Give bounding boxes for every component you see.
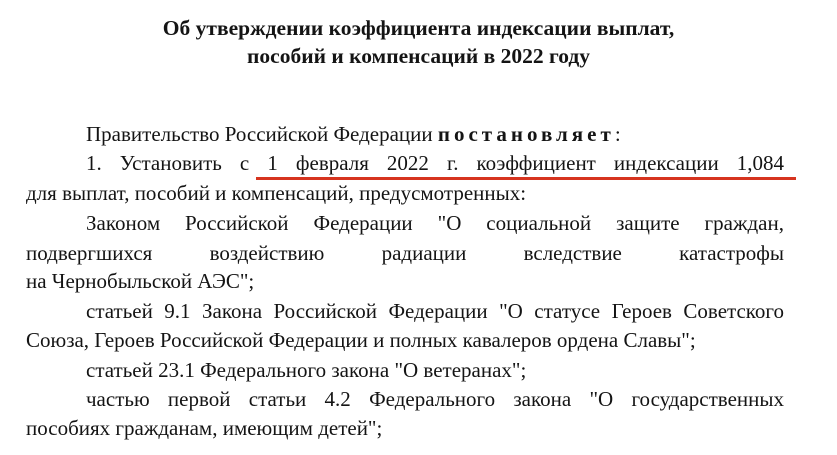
preamble-decree-word: постановляет: [437, 122, 615, 146]
paragraph-5-line-1: частью первой статьи 4.2 Федерального закона "О государственных: [86, 387, 784, 411]
paragraph-2-line-1: Законом Российской Федерации "О социальной защите граждан,: [86, 211, 784, 235]
paragraph-2-line-2: подвергшихся воздействию радиации вследствие катастрофы: [26, 241, 784, 265]
paragraph-4-line-1: статьей 23.1 Федерального закона "О ветеранах";: [86, 358, 527, 382]
preamble-text: Правительство Российской Федерации: [86, 122, 433, 146]
title-line-2: пособий и компенсаций в 2022 году: [247, 44, 590, 68]
document-title: [0, 14, 837, 70]
paragraph-1-start: 1. Установить с: [86, 151, 250, 175]
paragraph-1-line-1: [86, 148, 784, 178]
paragraph-3-line-2: Союза, Героев Российской Федерации и полных кавалеров ордена Славы";: [26, 328, 696, 352]
paragraph-3-line-1: статьей 9.1 Закона Российской Федерации "О статусе Героев Советского: [86, 299, 784, 323]
paragraph-5-line-2: пособиях гражданам, имеющим детей";: [26, 416, 383, 440]
preamble-colon: :: [614, 122, 621, 146]
paragraph-1-line-2: для выплат, пособий и компенсаций, предусмотренных:: [26, 181, 527, 205]
indexation-highlight-text: 1 февраля 2022 г. коэффициент индексации 1,084: [267, 151, 785, 175]
paragraph-2-line-3: на Чернобыльской АЭС";: [26, 269, 255, 293]
title-line-1: Об утверждении коэффициента индексации выплат,: [162, 16, 675, 40]
preamble-line: [86, 119, 621, 149]
